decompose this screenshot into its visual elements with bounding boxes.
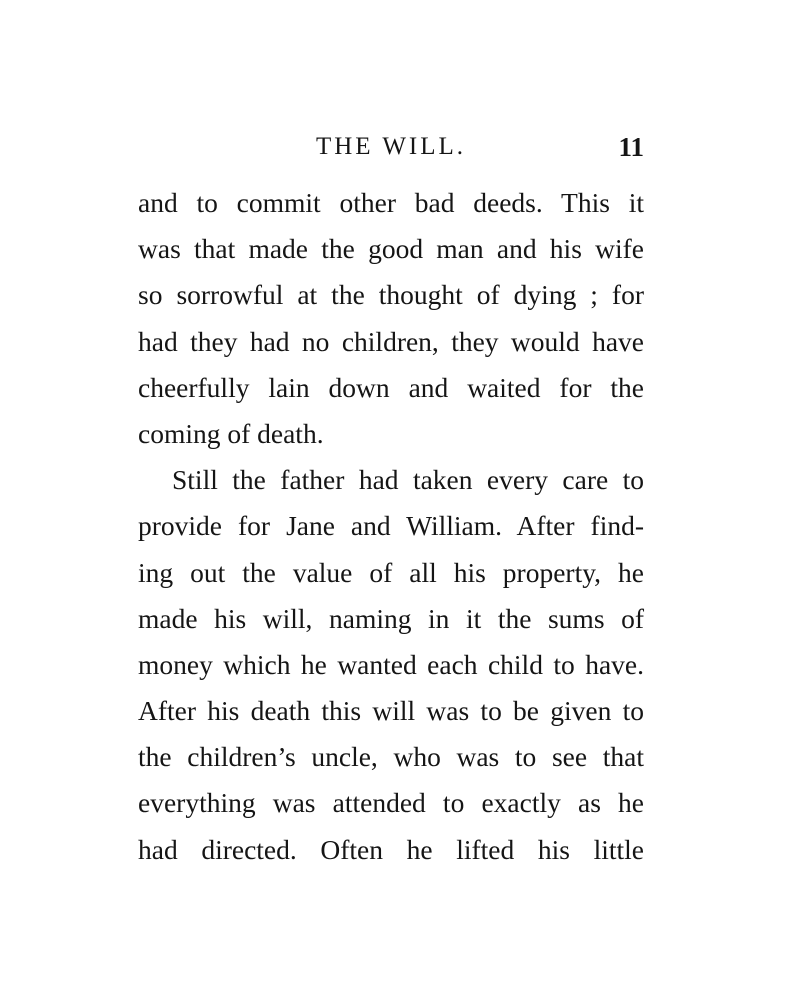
text-line: so sorrowful at the thought of dying ; for bbox=[138, 279, 644, 311]
body-text bbox=[138, 180, 644, 873]
text-line: provide for Jane and William. After find- bbox=[138, 510, 644, 542]
text-line: had they had no children, they would have bbox=[138, 325, 644, 357]
text-line: was that made the good man and his wife bbox=[138, 233, 644, 265]
text-line: had directed. Often he lifted his little bbox=[138, 833, 644, 865]
text-line: money which he wanted each child to have. bbox=[138, 648, 644, 680]
text-line: everything was attended to exactly as he bbox=[138, 787, 644, 819]
text-line: the children’s uncle, who was to see that bbox=[138, 741, 644, 773]
text-line: After his death this will was to be given to bbox=[138, 695, 644, 727]
text-line: and to commit other bad deeds. This it bbox=[138, 187, 644, 218]
chapter-title: THE WILL. bbox=[315, 133, 467, 160]
text-line: coming of death. bbox=[138, 417, 324, 449]
text-line: cheerfully lain down and waited for the bbox=[138, 371, 644, 403]
text-line: ing out the value of all his property, he bbox=[138, 556, 644, 588]
text-line: made his will, naming in it the sums of bbox=[138, 602, 644, 634]
page-number: 11 bbox=[618, 132, 644, 162]
running-head bbox=[138, 127, 644, 167]
text-line: Still the father had taken every care to bbox=[172, 464, 644, 496]
